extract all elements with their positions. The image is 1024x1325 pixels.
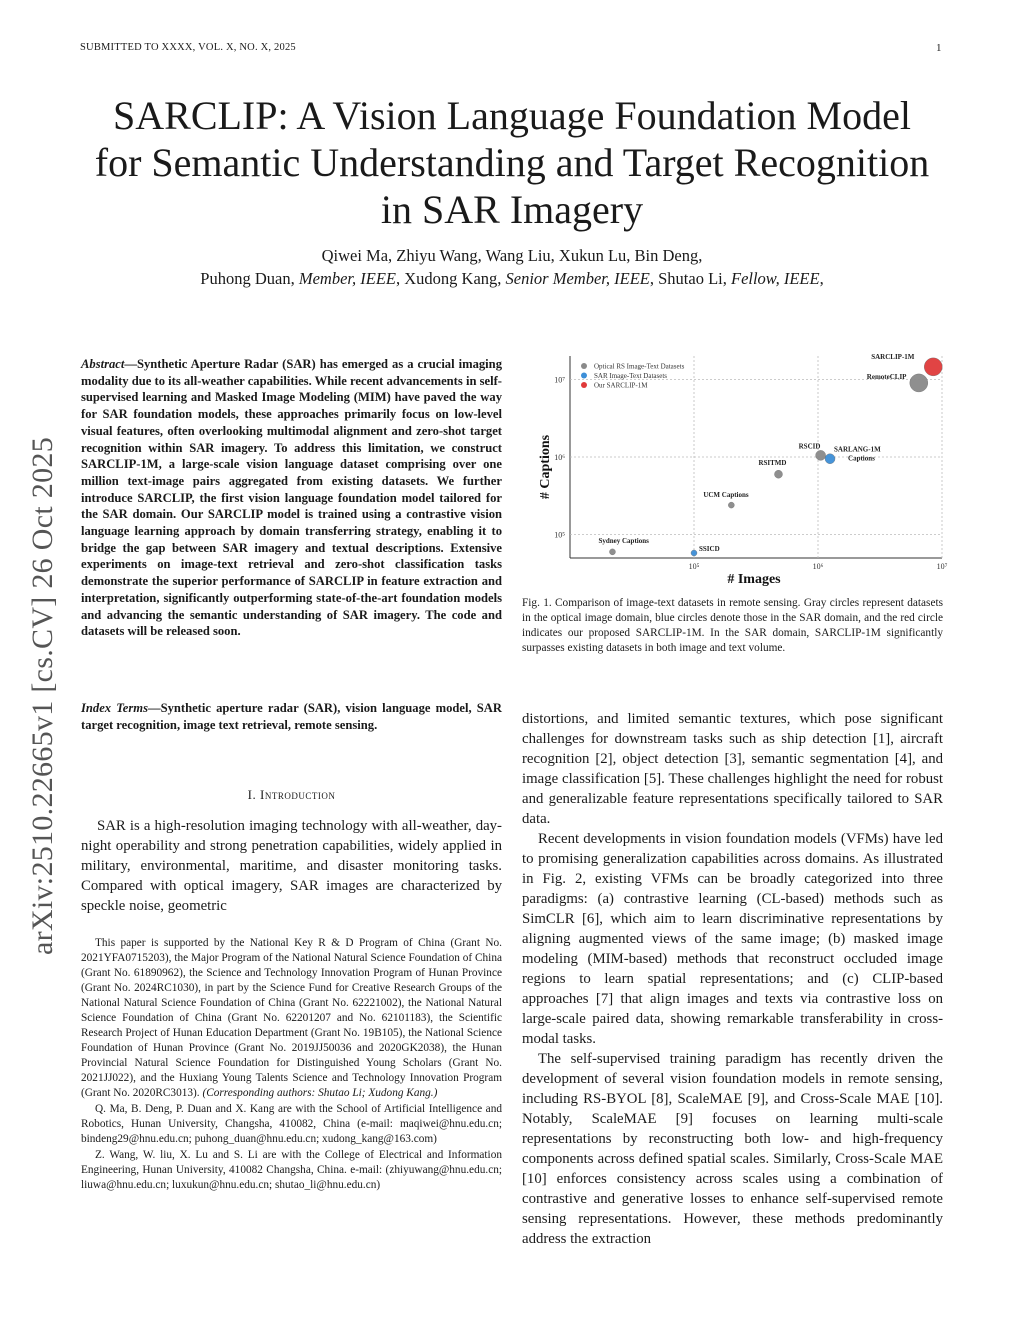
y-tick-label: 10⁶ <box>554 453 565 462</box>
x-tick-label: 10⁷ <box>936 562 948 571</box>
legend-marker <box>581 363 587 369</box>
title-line: for Semantic Understanding and Target Recognition <box>94 140 930 185</box>
author-line: Qiwei Ma, Zhiyu Wang, Wang Liu, Xukun Lu, Bin Deng, <box>321 246 703 265</box>
index-terms-label: Index Terms <box>81 701 148 715</box>
y-tick-label: 10⁵ <box>554 530 565 540</box>
author-affil: Fellow, IEEE <box>730 269 820 288</box>
point-label: UCM Captions <box>703 491 749 500</box>
author-list <box>80 244 944 290</box>
legend-marker <box>581 382 587 388</box>
running-header: SUBMITTED TO XXXX, VOL. X, NO. X, 2025 <box>80 42 296 53</box>
paragraph: The self-supervised training paradigm has recently driven the development of several vision foundation models in remote sensing, including RS-BYOL [8], ScaleMAE [9], and Cross-Scale MAE [10]. Notably, ScaleMAE [9] focuses on learning multi-scale representations by reconstructing both low- and high-frequency components across defined spatial scales. Similarly, Cross-Scale MAE [10] enforces consistency across scales using a combination of contrastive and generative losses to enhance self-supervised remote sensing representations. However, these methods predominantly address the extraction <box>522 1051 943 1247</box>
y-tick-label: 10⁷ <box>554 375 565 385</box>
section-title: Introduction <box>260 787 336 802</box>
point-label: Sydney Captions <box>598 536 649 545</box>
data-point <box>825 454 835 464</box>
page-number: 1 <box>936 42 942 54</box>
data-point <box>924 358 942 376</box>
y-axis-label: # Captions <box>538 434 553 500</box>
author-affil: Member, IEEE <box>298 269 396 288</box>
x-axis-label: # Images <box>727 572 781 587</box>
point-label: RSITMD <box>758 459 787 468</box>
paragraph: Recent developments in vision foundation models (VFMs) have led to promising generalization capabilities across domains. As illustrated in Fig. 2, existing VFMs can be broadly categorized into three paradigms: (a) contrastive learning (CL-based) methods such as SimCLR [6], which aim to learn discriminative representations by aligning augmented views of the same image; (b) masked image modeling (MIM-based) methods that reconstruct occluded image regions to learn spatial representations; and (c) CLIP-based approaches [7] that align images and texts via contrastive loss on large-scale paired data, showing remarkable transferability in cross-modal tasks. <box>522 831 943 1047</box>
data-point <box>910 374 928 392</box>
title-line: in SAR Imagery <box>380 187 644 232</box>
legend-label: Optical RS Image-Text Datasets <box>594 362 685 371</box>
abstract-text: —Synthetic Aperture Radar (SAR) has emerged as a crucial imaging modality due to its all-weather capabilities. While recent advancements in self-supervised learning and Masked Image Modeling (MIM) have paved the way for SAR foundation models, these approaches primarily focus on low-level visual features, often overlooking multimodal alignment and zero-shot target recognition within SAR imagery. To address this limitation, we construct SARCLIP-1M, a large-scale vision language dataset comprising over one million text-image pairs aggregated from existing datasets. We further introduce SARCLIP, the first vision language foundation model tailored for the SAR domain. Our SARCLIP model is trained using a contrastive vision language learning approach by domain transferring strategy, enabling it to bridge the gap between SAR imagery and textual descriptions. Extensive experiments on image-text retrieval and zero-shot classification tasks demonstrate the superior performance of SARCLIP in feature extraction and interpretation, significantly outperforming state-of-the-art foundation models and advancing the semantic understanding of SAR imagery. The code and datasets will be released soon. <box>81 357 502 639</box>
data-point <box>691 550 697 556</box>
abstract-label: Abstract <box>81 357 125 371</box>
footnote-text: This paper is supported by the National Key R & D Program of China (Grant No. 2021YFA0715203), the Major Program of the National Natural Science Foundation of China (Grant No. 61890962), the Science and Technology Innovation Program of Hunan Province (Grant No. 2024RC1030), in part by the Science Fund for Creative Research Groups of the National Natural Science Foundation of China (Grant No. 62221002), the National Natural Science Foundation of China (Grant No. 62201207 and No. 62101183), the Scientific Research Project of Hunan Education Department (Grant No. 19B105), the National Science Foundation of Hunan Province (Grant No. 2019JJ50036 and 2020GK2038), the Hunan Provincial Natural Science Foundation for Distinguished Young Scholars (Grant No. 2021JJ022), and the Huxiang Young Talents Science and Technology Innovation Program (Grant No. 2020RC3013). <box>81 937 502 1099</box>
section-heading <box>81 787 502 803</box>
data-point <box>816 450 826 460</box>
figure-1 <box>524 352 948 587</box>
footnote-funding <box>81 936 502 1101</box>
point-label: SARLANG-1M <box>834 445 881 454</box>
figure-caption: Fig. 1. Comparison of image-text datasets in remote sensing. Gray circles represent datasets in the optical image domain, blue circles denote those in the SAR domain, and the red circle indicates our proposed SARCLIP-1M. In the SAR domain, SARCLIP-1M significantly surpasses existing datasets in both image and text volume. <box>522 597 943 654</box>
intro-paragraph <box>81 816 502 916</box>
legend-marker <box>581 373 587 379</box>
x-tick-label: 10⁶ <box>812 562 824 571</box>
point-label: SSICD <box>699 544 720 553</box>
point-label: RemoteCLIP <box>866 372 907 381</box>
right-column-text <box>522 709 943 1249</box>
footnotes <box>81 936 502 1194</box>
author-line <box>80 267 944 290</box>
section-number: I. <box>247 787 260 802</box>
author-text: , Shutao Li, <box>649 269 731 288</box>
abstract <box>81 356 502 640</box>
point-label: RSCID <box>798 442 821 451</box>
title-line: SARCLIP: A Vision Language Foundation Model <box>113 93 911 138</box>
author-text: Puhong Duan, <box>200 269 299 288</box>
data-point <box>774 470 782 478</box>
footnote-affiliation: Z. Wang, W. liu, X. Lu and S. Li are with the College of Electrical and Information Engineering, Hunan University, 410082 Changsha, China. e-mail: (zhiyuwang@hnu.edu.cn; liuwa@hnu.edu.cn; luxukun@hnu.edu.cn; shutao_li@hnu.edu.cn) <box>81 1149 502 1191</box>
author-affil: Senior Member, IEEE <box>505 269 650 288</box>
index-terms-text: —Synthetic aperture radar (SAR), vision language model, SAR target recognition, image text retrieval, remote sensing. <box>81 701 503 732</box>
author-text: , <box>819 269 824 288</box>
point-label: SARCLIP-1M <box>871 352 915 361</box>
data-point <box>609 549 615 555</box>
paragraph: SAR is a high-resolution imaging technology with all-weather, day-night operability and strong penetration capabilities, widely applied in military, environmental, maritime, and disaster monitoring tasks. Compared with optical imagery, SAR images are characterized by speckle noise, geometric <box>81 818 502 914</box>
author-text: , Xudong Kang, <box>395 269 506 288</box>
paper-title <box>60 92 964 233</box>
index-terms <box>81 700 502 733</box>
paragraph: distortions, and limited semantic textures, which pose significant challenges for downstream tasks such as ship detection [1], aircraft recognition [2], object detection [3], semantic segmentation [4], and image classification [5]. These challenges highlight the need for robust and generalizable feature representations specifically tailored to SAR data. <box>522 711 943 827</box>
point-label: Captions <box>848 454 875 463</box>
data-point <box>728 502 734 508</box>
x-tick-label: 10⁵ <box>688 562 700 571</box>
scatter-chart <box>524 352 948 587</box>
footnote-corresponding: (Corresponding authors: Shutao Li; Xudong Kang.) <box>202 1087 438 1099</box>
footnote-affiliation: Q. Ma, B. Deng, P. Duan and X. Kang are with the School of Artificial Intelligence and Robotics, Hunan University, Changsha, 410082, China (e-mail: maqiwei@hnu.edu.cn; bindeng29@hnu.edu.cn; puhong_duan@hnu.edu.cn; xudong_kang@163.com) <box>81 1103 502 1145</box>
legend-label: Our SARCLIP-1M <box>594 381 648 390</box>
arxiv-stamp: arXiv:2510.22665v1 [cs.CV] 26 Oct 2025 <box>26 436 59 955</box>
legend-label: SAR Image-Text Datasets <box>594 372 667 381</box>
